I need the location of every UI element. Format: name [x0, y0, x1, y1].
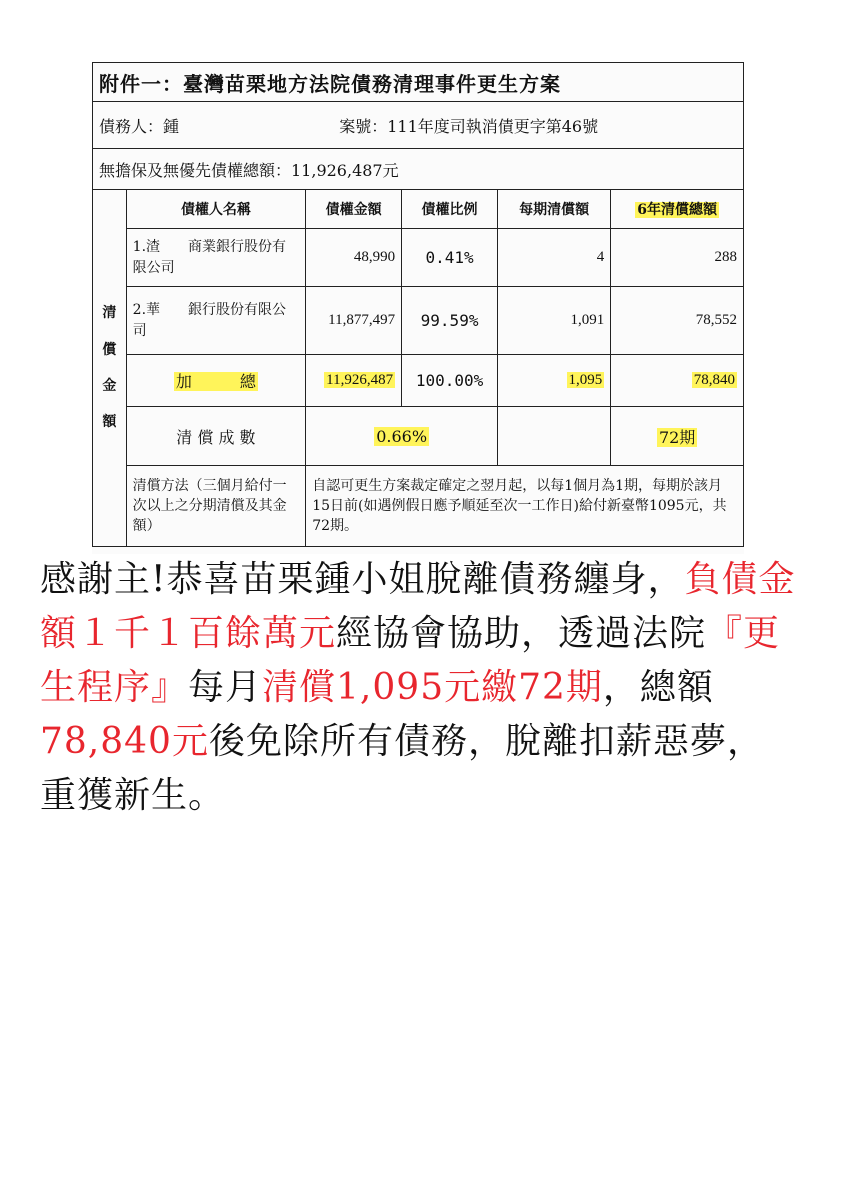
claim-ratio: 0.41% — [402, 229, 498, 287]
method-text: 自認可更生方案裁定確定之翌月起，以每1個月為1期，每期於該月15日前(如遇例假日應予順延至次一工作日)給付新臺幣1095元，共72期。 — [306, 466, 744, 547]
caption-procedure: 『更生程序』 — [40, 613, 781, 708]
repay-periods: 72期 — [658, 427, 696, 447]
sum-total: 78,840 — [693, 372, 735, 388]
caption-text: 經協會協助，透過法院 — [336, 613, 707, 654]
header-per-period: 每期清償額 — [498, 190, 611, 229]
repay-rate-value: 0.66% — [376, 426, 428, 446]
method-row — [93, 466, 744, 547]
claim-amount: 48,990 — [306, 229, 402, 287]
caption-debt-amount: 負債金額１千１百餘萬元 — [40, 559, 796, 654]
caption-text: ，總額 — [602, 667, 714, 708]
sum-ratio: 100.00% — [402, 355, 498, 407]
document-title: 附件一：臺灣苗栗地方法院債務清理事件更生方案 — [93, 63, 744, 102]
repay-rate-row — [93, 407, 744, 466]
per-period-amount: 4 — [498, 229, 611, 287]
caption-monthly-payment: 清償1,095元繳72期 — [262, 667, 603, 708]
total-claims: 無擔保及無優先債權總額：11,926,487元 — [93, 149, 744, 190]
repay-rate-label: 清 償 成 數 — [126, 407, 306, 466]
side-label: 清 償 金 額 — [93, 190, 127, 547]
sum-row — [93, 355, 744, 407]
header-claim-ratio: 債權比例 — [402, 190, 498, 229]
total-amount: 78,552 — [611, 287, 744, 355]
table-row — [93, 229, 744, 287]
per-period-amount: 1,091 — [498, 287, 611, 355]
caption-total: 78,840元 — [40, 721, 209, 762]
debtor-label: 債務人：鍾 — [99, 116, 180, 136]
creditor-name: 2.華 銀行股份有限公司 — [126, 287, 306, 355]
repayment-plan-table — [92, 62, 744, 547]
sum-amount: 11,926,487 — [326, 372, 394, 388]
header-total: 6年清償總額 — [611, 190, 744, 229]
method-label: 清償方法（三個月給付一次以上之分期清償及其金額） — [126, 466, 306, 547]
table-header-row — [93, 190, 744, 229]
claim-amount: 11,877,497 — [306, 287, 402, 355]
creditor-name: 1.渣 商業銀行股份有限公司 — [126, 229, 306, 287]
claim-ratio: 99.59% — [402, 287, 498, 355]
congratulation-caption — [40, 553, 800, 823]
caption-text: 感謝主!恭喜苗栗鍾小姐脫離債務纏身， — [40, 559, 685, 600]
sum-label: 加 總 — [175, 372, 256, 391]
case-number: 案號：111年度司執消債更字第46號 — [339, 116, 599, 136]
table-row — [93, 287, 744, 355]
caption-text: 每月 — [188, 667, 263, 708]
total-amount: 288 — [611, 229, 744, 287]
caption-text: 後免除所有債務，脫離扣薪惡夢，重獲新生。 — [40, 721, 764, 816]
header-creditor-name: 債權人名稱 — [126, 190, 306, 229]
scanned-document — [92, 62, 744, 554]
sum-per-period: 1,095 — [568, 372, 603, 388]
header-claim-amount: 債權金額 — [306, 190, 402, 229]
